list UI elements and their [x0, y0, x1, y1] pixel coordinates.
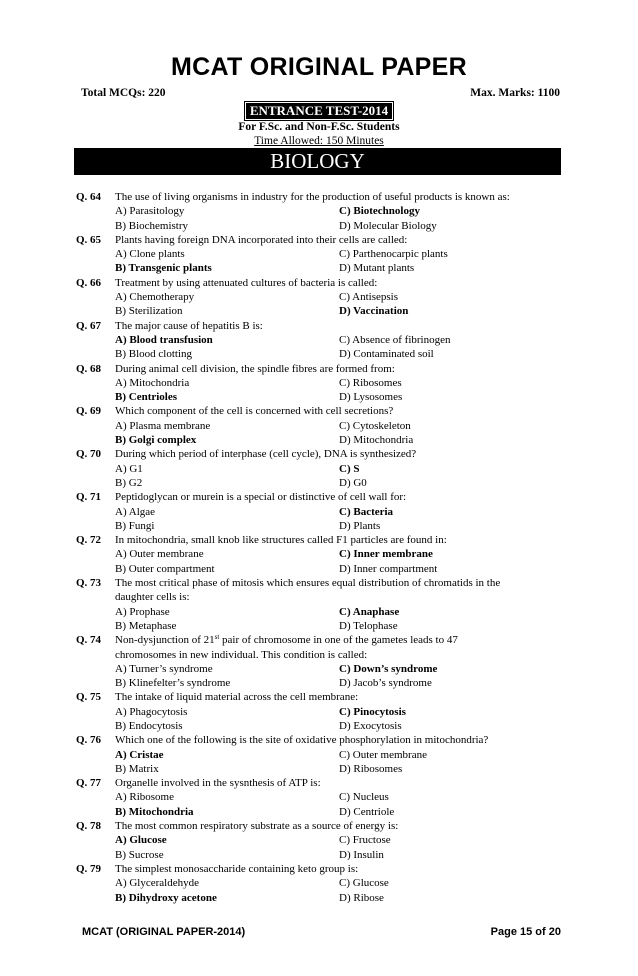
subject-banner: BIOLOGY — [74, 148, 561, 175]
options-row — [76, 505, 566, 519]
options-row — [76, 547, 566, 561]
question-line — [76, 648, 566, 662]
answer-option: A) Ribosome — [115, 791, 174, 804]
question-item — [76, 576, 566, 633]
question-line — [76, 590, 566, 604]
test-heading — [0, 102, 638, 120]
answer-option: C) Ribosomes — [339, 376, 402, 389]
answer-option: D) Ribose — [339, 891, 384, 904]
question-line — [76, 319, 566, 333]
answer-option: B) Metaphase — [115, 619, 177, 632]
question-text: During animal cell division, the spindle fibres are formed from: — [115, 362, 395, 375]
answer-option: D) Lysosomes — [339, 391, 403, 404]
answer-option: A) Glyceraldehyde — [115, 877, 199, 890]
question-line — [76, 576, 566, 590]
options-row — [76, 419, 566, 433]
question-text-part: Non-dysjunction of 21 — [115, 634, 215, 647]
footer-page-number: Page 15 of 20 — [490, 926, 561, 938]
total-mcqs: Total MCQs: 220 — [81, 87, 166, 99]
answer-option-correct: A) Blood transfusion — [115, 333, 213, 346]
answer-option: D) Ribosomes — [339, 762, 403, 775]
question-text: The most critical phase of mitosis which ensures equal distribution of chromatids in the — [115, 577, 501, 590]
question-text — [115, 633, 458, 647]
question-item — [76, 319, 566, 362]
options-row — [76, 676, 566, 690]
options-row — [76, 347, 566, 361]
answer-option: B) Outer compartment — [115, 562, 215, 575]
answer-option: D) Plants — [339, 519, 381, 532]
answer-option-correct: C) Anaphase — [339, 605, 400, 618]
options-row — [76, 833, 566, 847]
options-row — [76, 790, 566, 804]
question-item — [76, 362, 566, 405]
answer-option-correct: B) Mitochondria — [115, 805, 194, 818]
question-text: Treatment by using attenuated cultures of bacteria is called: — [115, 276, 378, 289]
answer-option: B) Fungi — [115, 519, 155, 532]
question-number: Q. 67 — [76, 319, 102, 332]
question-line — [76, 819, 566, 833]
question-item — [76, 690, 566, 733]
answer-option: B) Biochemistry — [115, 219, 189, 232]
options-row — [76, 719, 566, 733]
question-text: The simplest monosaccharide containing keto group is: — [115, 862, 359, 875]
question-number: Q. 74 — [76, 634, 102, 647]
answer-option: D) Centriole — [339, 805, 395, 818]
answer-option-correct: C) Pinocytosis — [339, 705, 406, 718]
question-line — [76, 733, 566, 747]
options-row — [76, 261, 566, 275]
options-row — [76, 290, 566, 304]
test-name-badge: ENTRANCE TEST-2014 — [246, 103, 392, 119]
question-number: Q. 72 — [76, 534, 102, 547]
question-line — [76, 862, 566, 876]
answer-option: B) Blood clotting — [115, 348, 192, 361]
answer-option: A) Parasitology — [115, 205, 185, 218]
question-text: In mitochondria, small knob like structures called F1 particles are found in: — [115, 534, 447, 547]
question-item — [76, 733, 566, 776]
question-number: Q. 66 — [76, 276, 102, 289]
question-number: Q. 65 — [76, 233, 102, 246]
question-number: Q. 64 — [76, 191, 102, 203]
answer-option: D) Molecular Biology — [339, 219, 437, 232]
question-item — [76, 862, 566, 905]
question-number: Q. 71 — [76, 491, 102, 504]
options-row — [76, 219, 566, 233]
question-line — [76, 447, 566, 461]
question-number: Q. 77 — [76, 777, 102, 790]
question-line — [76, 233, 566, 247]
options-row — [76, 848, 566, 862]
question-item — [76, 404, 566, 447]
question-number: Q. 75 — [76, 691, 102, 704]
question-text: The use of living organisms in industry for the production of useful products is known as: — [115, 191, 510, 203]
answer-option: A) Clone plants — [115, 248, 185, 261]
answer-option: B) Sterilization — [115, 305, 183, 318]
question-item — [76, 233, 566, 276]
options-row — [76, 519, 566, 533]
question-item — [76, 533, 566, 576]
options-row — [76, 476, 566, 490]
options-row — [76, 762, 566, 776]
answer-option: C) Antisepsis — [339, 291, 398, 304]
options-row — [76, 562, 566, 576]
options-row — [76, 304, 566, 318]
answer-option: A) Plasma membrane — [115, 419, 211, 432]
students-line: For F.Sc. and Non-F.Sc. Students — [238, 121, 400, 133]
question-item — [76, 276, 566, 319]
ordinal-suffix: st — [214, 633, 220, 642]
question-text: Peptidoglycan or murein is a special or distinctive of cell wall for: — [115, 491, 407, 504]
question-number: Q. 78 — [76, 820, 102, 833]
answer-option: A) Chemotherapy — [115, 291, 195, 304]
options-row — [76, 247, 566, 261]
question-number: Q. 73 — [76, 577, 102, 590]
answer-option-correct: B) Transgenic plants — [115, 262, 212, 275]
question-number: Q. 79 — [76, 862, 102, 875]
answer-option: A) Algae — [115, 505, 156, 518]
answer-option: D) G0 — [339, 476, 367, 489]
answer-option: B) Endocytosis — [115, 719, 183, 732]
question-number: Q. 70 — [76, 448, 102, 461]
answer-option: B) Matrix — [115, 762, 159, 775]
question-text: Which one of the following is the site of oxidative phosphorylation in mitochondria? — [115, 734, 489, 747]
page-footer — [82, 926, 561, 942]
page-title: MCAT ORIGINAL PAPER — [171, 53, 467, 81]
answer-option-correct: C) Biotechnology — [339, 205, 420, 218]
answer-option-correct: C) Down’s syndrome — [339, 662, 438, 675]
question-line — [76, 404, 566, 418]
answer-option: D) Exocytosis — [339, 719, 402, 732]
answer-option: A) Turner’s syndrome — [115, 662, 213, 675]
paper-meta — [81, 87, 560, 101]
options-row — [76, 705, 566, 719]
question-line — [76, 490, 566, 504]
answer-option: C) Nucleus — [339, 791, 389, 804]
options-row — [76, 619, 566, 633]
question-text: The major cause of hepatitis B is: — [115, 319, 263, 332]
answer-option: B) G2 — [115, 476, 143, 489]
answer-option: D) Mutant plants — [339, 262, 415, 275]
question-item — [76, 633, 566, 690]
question-text: The intake of liquid material across the cell membrane: — [115, 691, 359, 704]
answer-option: C) Parthenocarpic plants — [339, 248, 448, 261]
answer-option: D) Inner compartment — [339, 562, 438, 575]
answer-option-correct: D) Vaccination — [339, 305, 409, 318]
question-number: Q. 76 — [76, 734, 102, 747]
question-text: During which period of interphase (cell cycle), DNA is synthesized? — [115, 448, 417, 461]
options-row — [76, 333, 566, 347]
answer-option-correct: B) Centrioles — [115, 391, 178, 404]
question-line — [76, 362, 566, 376]
time-allowed: Time Allowed: 150 Minutes — [254, 135, 384, 147]
question-text: The most common respiratory substrate as a source of energy is: — [115, 820, 399, 833]
question-line — [76, 533, 566, 547]
answer-option: A) G1 — [115, 462, 143, 475]
answer-option: D) Jacob’s syndrome — [339, 677, 432, 690]
options-row — [76, 876, 566, 890]
question-line — [76, 690, 566, 704]
question-line — [76, 633, 566, 647]
answer-option: B) Sucrose — [115, 848, 164, 861]
answer-option: C) Cytoskeleton — [339, 419, 411, 432]
question-item — [76, 190, 566, 233]
answer-option-correct: A) Cristae — [115, 748, 164, 761]
answer-option: C) Glucose — [339, 877, 389, 890]
options-row — [76, 891, 566, 905]
question-list — [76, 190, 566, 905]
options-row — [76, 204, 566, 218]
options-row — [76, 433, 566, 447]
answer-option: C) Absence of fibrinogen — [339, 333, 451, 346]
footer-paper-name: MCAT (ORIGINAL PAPER-2014) — [82, 926, 246, 938]
answer-option: A) Outer membrane — [115, 548, 204, 561]
question-text: Organelle involved in the sysnthesis of ATP is: — [115, 777, 321, 790]
options-row — [76, 805, 566, 819]
question-number: Q. 68 — [76, 362, 102, 375]
max-marks: Max. Marks: 1100 — [470, 87, 560, 99]
question-text: daughter cells is: — [115, 591, 190, 604]
question-item — [76, 490, 566, 533]
question-number: Q. 69 — [76, 405, 102, 418]
answer-option-correct: C) Inner membrane — [339, 548, 433, 561]
answer-option: D) Telophase — [339, 619, 398, 632]
question-item — [76, 447, 566, 490]
question-text: Plants having foreign DNA incorporated into their cells are called: — [115, 233, 408, 246]
answer-option-correct: B) Golgi complex — [115, 434, 197, 447]
options-row — [76, 748, 566, 762]
question-line — [76, 776, 566, 790]
answer-option: D) Mitochondria — [339, 434, 414, 447]
question-text-part: pair of chromosome in one of the gametes leads to 47 — [219, 634, 458, 647]
question-line — [76, 190, 566, 204]
answer-option: A) Prophase — [115, 605, 170, 618]
question-text: chromosomes in new individual. This condition is called: — [115, 648, 368, 661]
question-item — [76, 819, 566, 862]
answer-option-correct: C) Bacteria — [339, 505, 394, 518]
question-line — [76, 276, 566, 290]
answer-option-correct: B) Dihydroxy acetone — [115, 891, 217, 904]
answer-option: D) Insulin — [339, 848, 384, 861]
question-text: Which component of the cell is concerned with cell secretions? — [115, 405, 394, 418]
question-item — [76, 776, 566, 819]
answer-option: A) Mitochondria — [115, 376, 190, 389]
answer-option-correct: C) S — [339, 462, 360, 475]
answer-option: C) Outer membrane — [339, 748, 427, 761]
answer-option: B) Klinefelter’s syndrome — [115, 677, 231, 690]
answer-option: C) Fructose — [339, 834, 391, 847]
answer-option: A) Phagocytosis — [115, 705, 188, 718]
options-row — [76, 662, 566, 676]
answer-option: D) Contaminated soil — [339, 348, 434, 361]
options-row — [76, 390, 566, 404]
options-row — [76, 605, 566, 619]
answer-option-correct: A) Glucose — [115, 834, 167, 847]
options-row — [76, 376, 566, 390]
options-row — [76, 462, 566, 476]
